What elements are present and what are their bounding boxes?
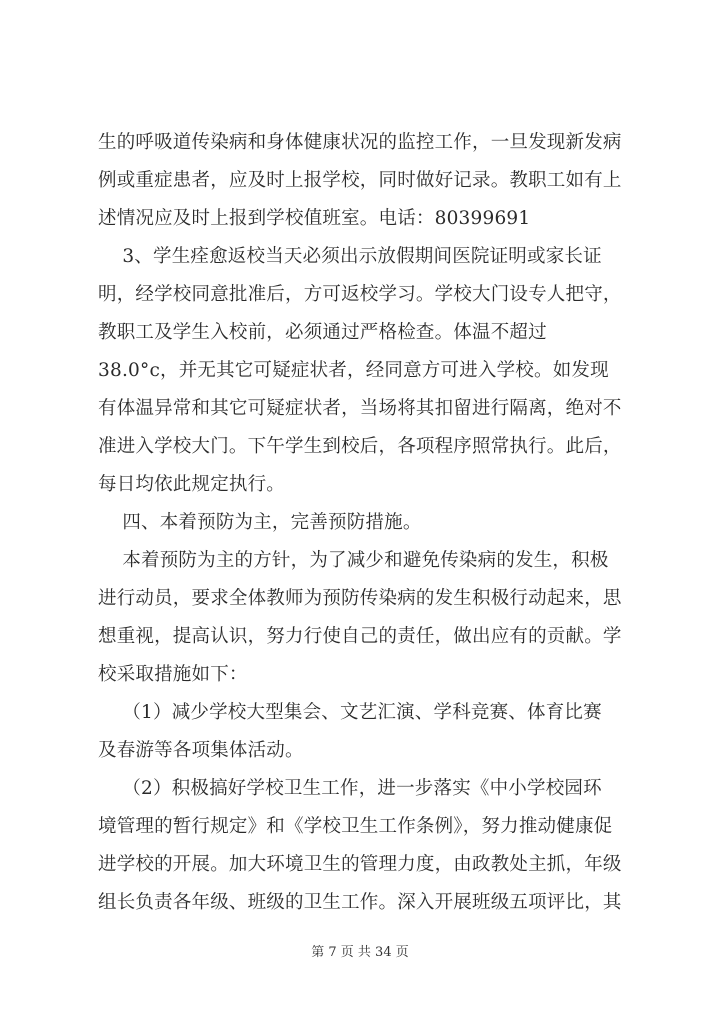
list-item-line: 进学校的开展。加大环境卫生的管理力度，由政教处主抓，年级 xyxy=(98,854,622,875)
list-item-line: （2）积极搞好学校卫生工作，进一步落实《中小学校园环 xyxy=(98,778,602,799)
body-line: 教职工及学生入校前，必须通过严格检查。体温不超过 xyxy=(98,322,547,343)
body-line: 每日均依此规定执行。 xyxy=(98,474,286,495)
body-line: 有体温异常和其它可疑症状者，当场将其扣留进行隔离，绝对不 xyxy=(98,398,622,419)
body-line: 本着预防为主的方针，为了减少和避免传染病的发生，积极 xyxy=(98,550,609,571)
body-line: 例或重症患者，应及时上报学校，同时做好记录。教职工如有上 xyxy=(98,170,622,191)
list-item-line: （1）减少学校大型集会、文艺汇演、学科竞赛、体育比赛 xyxy=(98,702,602,723)
body-line: 3、学生痊愈返校当天必须出示放假期间医院证明或家长证 xyxy=(98,246,602,267)
page-number-footer: 第 7 页 共 34 页 xyxy=(311,945,409,960)
body-line: 进行动员，要求全体教师为预防传染病的发生积极行动起来，思 xyxy=(98,588,622,609)
body-line: 想重视，提高认识，努力行使自己的责任，做出应有的贡献。学 xyxy=(98,626,622,647)
body-line: 38.0°c，并无其它可疑症状者，经同意方可进入学校。如发现 xyxy=(98,360,609,381)
list-item-line: 及春游等各项集体活动。 xyxy=(98,740,304,761)
body-line: 校采取措施如下： xyxy=(98,664,248,685)
body-line: 生的呼吸道传染病和身体健康状况的监控工作，一旦发现新发病 xyxy=(98,132,622,153)
body-line: 明，经学校同意批准后，方可返校学习。学校大门设专人把守， xyxy=(98,284,622,305)
body-line: 述情况应及时上报到学校值班室。电话：80399691 xyxy=(98,208,531,229)
list-item-line: 境管理的暂行规定》和《学校卫生工作条例》，努力推动健康促 xyxy=(98,816,613,837)
section-heading: 四、本着预防为主，完善预防措施。 xyxy=(98,512,422,533)
list-item-line: 组长负责各年级、班级的卫生工作。深入开展班级五项评比，其 xyxy=(98,892,622,913)
body-line: 准进入学校大门。下午学生到校后，各项程序照常执行。此后， xyxy=(98,436,622,457)
